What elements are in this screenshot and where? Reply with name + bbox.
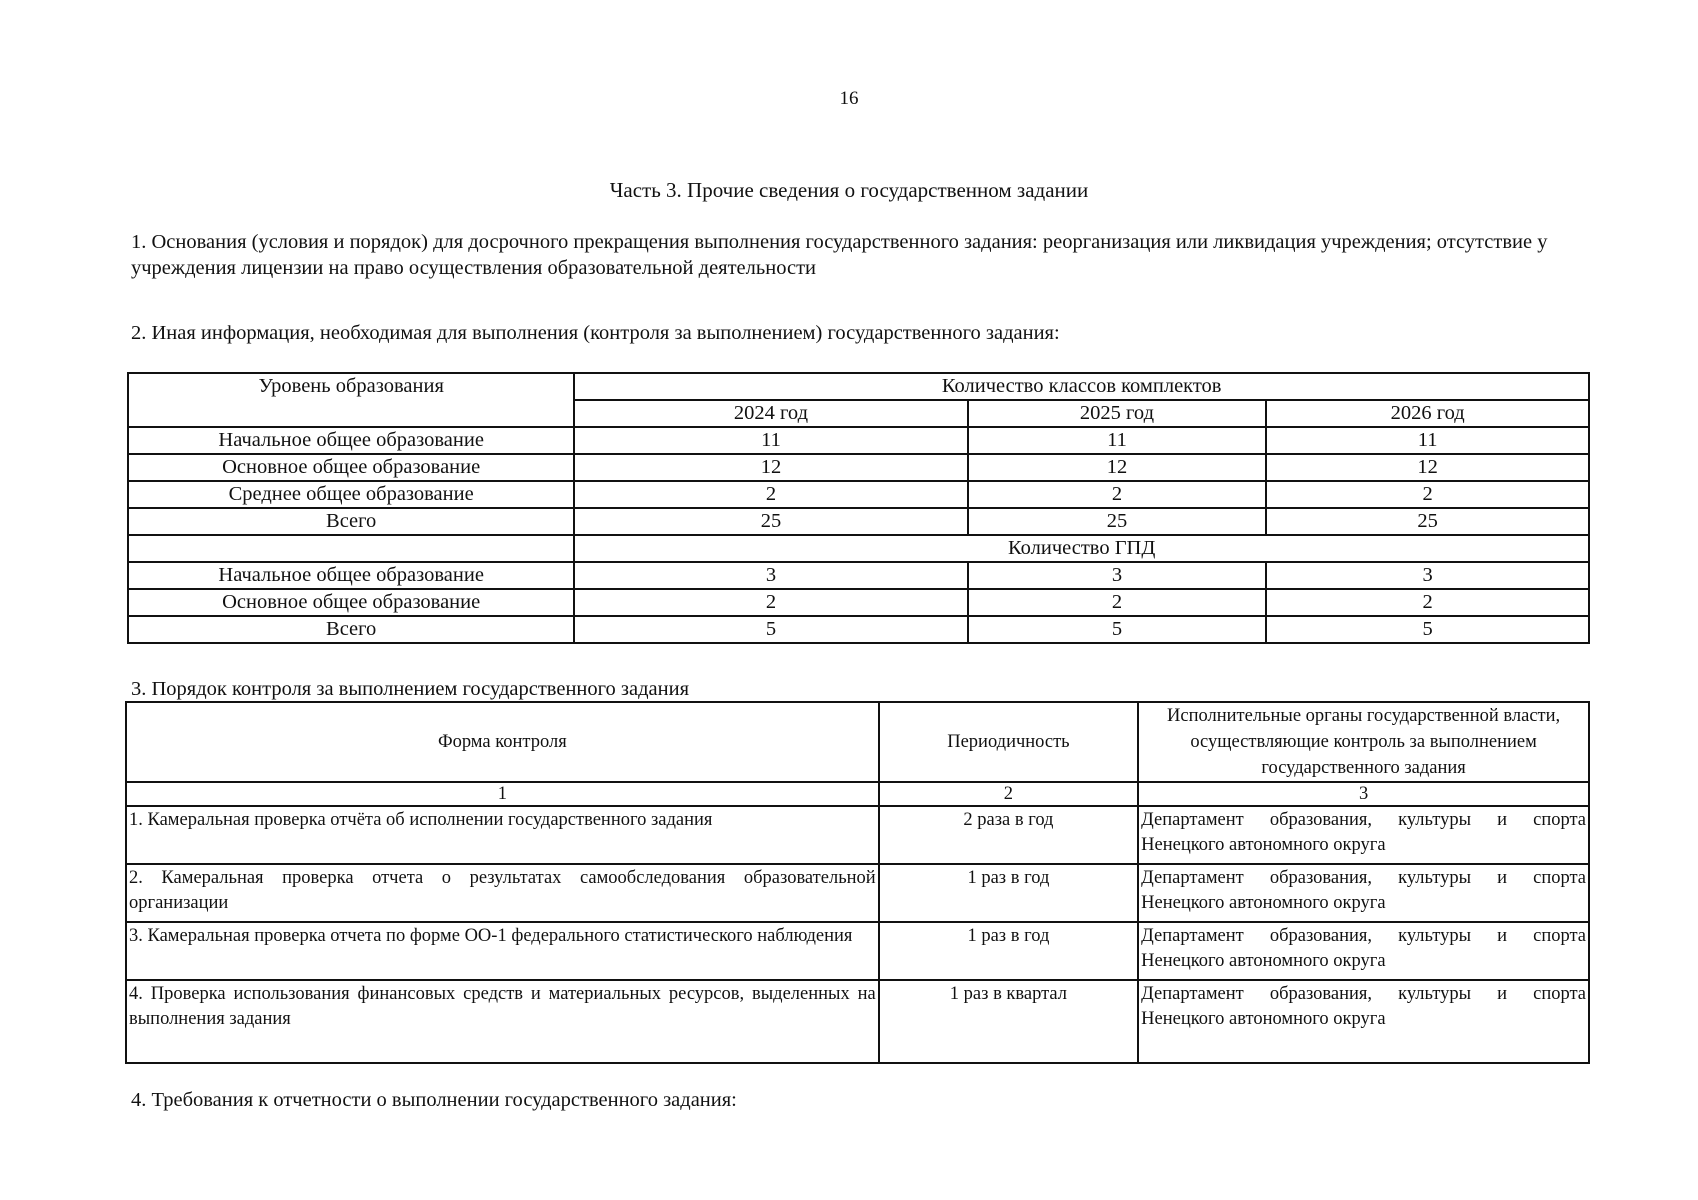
row-label: Основное общее образование	[128, 454, 574, 481]
control-order-table	[125, 701, 1590, 1064]
empty-cell	[128, 535, 574, 562]
table2-header-row	[126, 702, 1589, 782]
authority-cell: Департамент образования, культуры и спорта Ненецкого автономного округа	[1138, 806, 1589, 864]
header-year: 2025 год	[968, 400, 1267, 427]
cell-value: 3	[574, 562, 967, 589]
authority-cell: Департамент образования, культуры и спорта Ненецкого автономного округа	[1138, 980, 1589, 1063]
column-number: 3	[1138, 782, 1589, 806]
paragraph-2-other-info: 2. Иная информация, необходимая для выполнения (контроля за выполнением) государственного задания:	[131, 322, 1060, 344]
authority-cell: Департамент образования, культуры и спорта Ненецкого автономного округа	[1138, 922, 1589, 980]
cell-value: 25	[968, 508, 1267, 535]
cell-value: 25	[574, 508, 967, 535]
cell-value: 3	[968, 562, 1267, 589]
cell-value: 2	[574, 589, 967, 616]
cell-value: 2	[968, 481, 1267, 508]
periodicity-cell: 1 раз в квартал	[879, 980, 1138, 1063]
header-year: 2024 год	[574, 400, 967, 427]
table1-gpd-group-row	[128, 535, 1589, 562]
row-label: Всего	[128, 508, 574, 535]
part-title: Часть 3. Прочие сведения о государственном задании	[609, 178, 1089, 202]
control-form-cell: 3. Камеральная проверка отчета по форме ОО-1 федерального статистического наблюдения	[126, 922, 879, 980]
class-count-table	[127, 372, 1590, 644]
cell-value: 11	[968, 427, 1267, 454]
table-row	[128, 427, 1589, 454]
paragraph-4-reporting-requirements: 4. Требования к отчетности о выполнении государственного задания:	[131, 1089, 737, 1111]
paragraph-3-control-order: 3. Порядок контроля за выполнением государственного задания	[131, 678, 690, 700]
table2-column-numbers-row	[126, 782, 1589, 806]
periodicity-cell: 1 раз в год	[879, 922, 1138, 980]
cell-value: 5	[968, 616, 1267, 643]
control-form-cell: 4. Проверка использования финансовых средств и материальных ресурсов, выделенных на выполнения задания	[126, 980, 879, 1063]
header-periodicity: Периодичность	[879, 702, 1138, 782]
authority-cell: Департамент образования, культуры и спорта Ненецкого автономного округа	[1138, 864, 1589, 922]
cell-value: 12	[574, 454, 967, 481]
table-row	[126, 864, 1589, 922]
table1-header-row	[128, 373, 1589, 400]
cell-value: 2	[1266, 589, 1589, 616]
table-row-total	[128, 508, 1589, 535]
header-gpd-count: Количество ГПД	[574, 535, 1589, 562]
table-row-total	[128, 616, 1589, 643]
column-number: 1	[126, 782, 879, 806]
row-label: Среднее общее образование	[128, 481, 574, 508]
row-label: Начальное общее образование	[128, 427, 574, 454]
column-number: 2	[879, 782, 1138, 806]
cell-value: 12	[1266, 454, 1589, 481]
header-control-form: Форма контроля	[126, 702, 879, 782]
cell-value: 11	[574, 427, 967, 454]
table-row	[128, 481, 1589, 508]
header-year: 2026 год	[1266, 400, 1589, 427]
cell-value: 2	[968, 589, 1267, 616]
page-number: 16	[839, 88, 859, 109]
header-education-level: Уровень образования	[128, 373, 574, 427]
cell-value: 12	[968, 454, 1267, 481]
cell-value: 2	[574, 481, 967, 508]
table-row	[128, 562, 1589, 589]
cell-value: 2	[1266, 481, 1589, 508]
row-label: Основное общее образование	[128, 589, 574, 616]
cell-value: 11	[1266, 427, 1589, 454]
table-row	[128, 589, 1589, 616]
periodicity-cell: 2 раза в год	[879, 806, 1138, 864]
cell-value: 25	[1266, 508, 1589, 535]
header-authorities: Исполнительные органы государственной власти, осуществляющие контроль за выполнением государственного задания	[1138, 702, 1589, 782]
row-label: Всего	[128, 616, 574, 643]
table-row	[126, 922, 1589, 980]
control-form-cell: 2. Камеральная проверка отчета о результатах самообследования образовательной организации	[126, 864, 879, 922]
paragraph-1-termination-grounds: 1. Основания (условия и порядок) для досрочного прекращения выполнения государственного задания: реорганизация или ликвидация учреждения; отсутствие у учреждения лицензии на право осуществления образовательной деятельности	[131, 231, 1548, 279]
cell-value: 5	[1266, 616, 1589, 643]
table-row	[126, 980, 1589, 1063]
row-label: Начальное общее образование	[128, 562, 574, 589]
control-form-cell: 1. Камеральная проверка отчёта об исполнении государственного задания	[126, 806, 879, 864]
cell-value: 5	[574, 616, 967, 643]
periodicity-cell: 1 раз в год	[879, 864, 1138, 922]
cell-value: 3	[1266, 562, 1589, 589]
header-classes-count: Количество классов комплектов	[574, 373, 1589, 400]
table-row	[128, 454, 1589, 481]
table-row	[126, 806, 1589, 864]
